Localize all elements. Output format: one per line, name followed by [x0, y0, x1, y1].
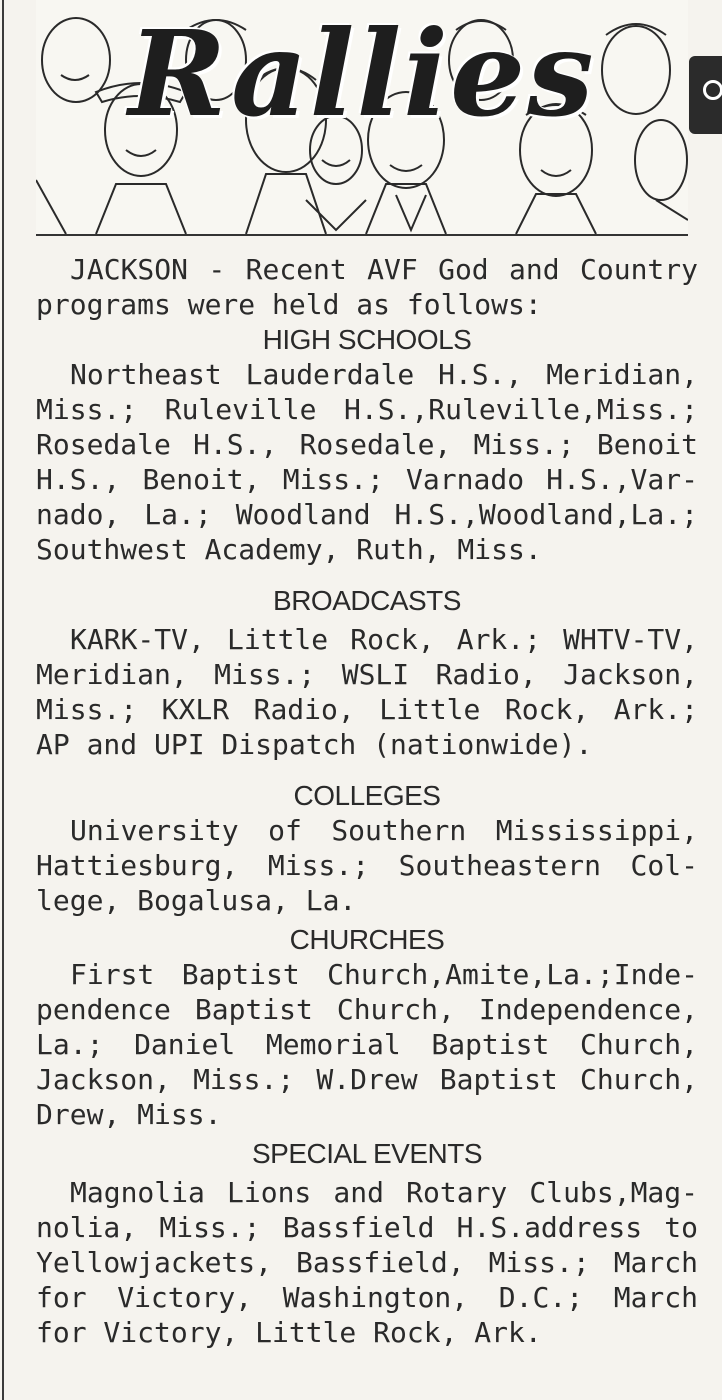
- section-text-broadcasts: KARK-TV, Little Rock, Ark.; WHTV-TV, Meridian, Miss.; WSLI Radio, Jackson, Miss.; KXLR Radio, Little Rock, Ark.; AP and UPI Dispatch (nationwide).: [36, 623, 698, 761]
- section-text-high-schools: Northeast Lauderdale H.S., Meridian, Miss.; Ruleville H.S.,Ruleville,Miss.; Rosedale H.S., Rosedale, Miss.; Benoit H.S., Benoit, Miss.; Varnado H.S.,Var-nado, La.; Woodland H.S.,Woodland,La.; Southwest Academy, Ruth, Miss.: [36, 358, 698, 566]
- section-heading-special-events: SPECIAL EVENTS: [251, 1138, 483, 1169]
- section-heading-broadcasts: BROADCASTS: [273, 585, 461, 616]
- section-heading-churches: CHURCHES: [289, 924, 445, 955]
- section-text-colleges: University of Southern Mississippi, Hattiesburg, Miss.; Southeastern Col-lege, Bogalusa, La.: [36, 814, 698, 917]
- section-text-churches: First Baptist Church,Amite,La.;Inde-pendence Baptist Church, Independence, La.; Daniel Memorial Baptist Church, Jackson, Miss.; W.Drew Baptist Church, Drew, Miss.: [36, 958, 698, 1131]
- article: [36, 252, 698, 1350]
- circle-icon: [703, 80, 722, 100]
- section-text-special-events: Magnolia Lions and Rotary Clubs,Mag-nolia, Miss.; Bassfield H.S.address to Yellowjackets, Bassfield, Miss.; March for Victory, Washington, D.C.; March for Victory, Little Rock, Ark.: [36, 1176, 698, 1349]
- section-heading-high-schools: HIGH SCHOOLS: [262, 324, 472, 355]
- column-rule: [2, 0, 4, 1400]
- section-heading-colleges: COLLEGES: [293, 780, 441, 811]
- rallies-banner: [36, 0, 688, 236]
- banner-title: Rallies: [128, 4, 596, 143]
- intro-paragraph: JACKSON - Recent AVF God and Country programs were held as follows:: [36, 253, 698, 321]
- overlay-tab[interactable]: [689, 56, 722, 134]
